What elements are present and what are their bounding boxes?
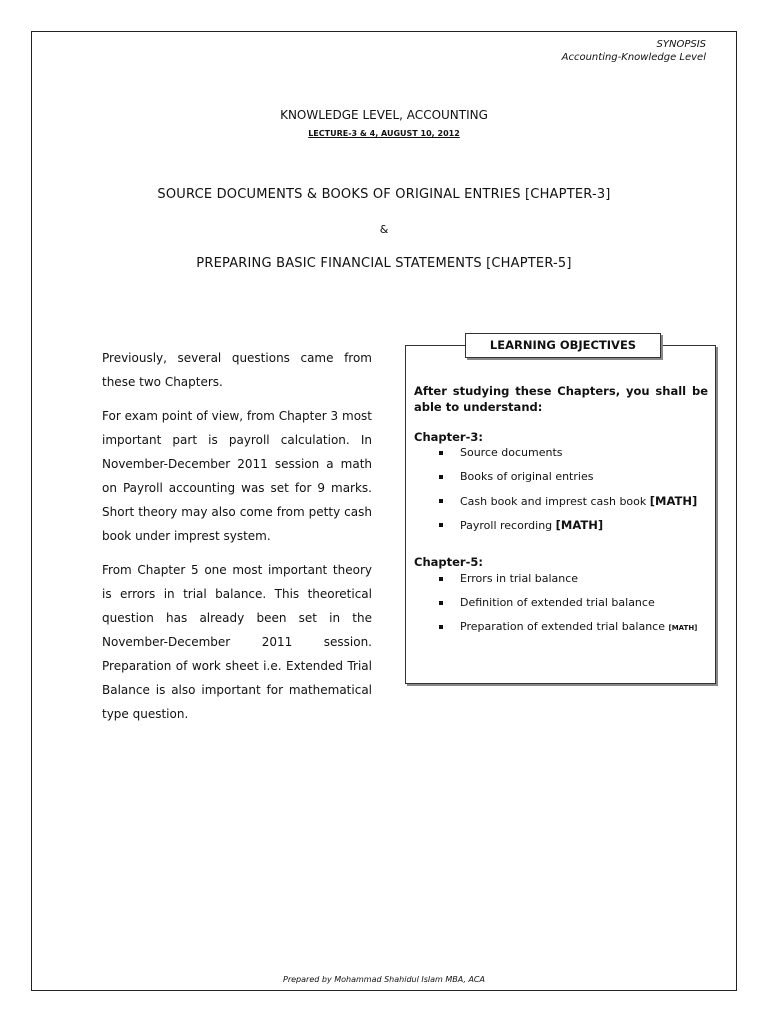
math-tag: [MATH] xyxy=(668,624,698,632)
list-item: Cash book and imprest cash book [MATH] xyxy=(436,493,697,517)
chapter3-heading: SOURCE DOCUMENTS & BOOKS OF ORIGINAL ENTRIES [CHAPTER-3] xyxy=(157,187,611,202)
intro-text xyxy=(102,346,372,736)
lecture-date: LECTURE-3 & 4, AUGUST 10, 2012 xyxy=(308,129,460,138)
running-header xyxy=(562,38,706,64)
synopsis-label: SYNOPSIS xyxy=(656,39,706,50)
list-item: Payroll recording [MATH] xyxy=(436,517,697,541)
heading-ampersand: & xyxy=(379,223,389,236)
list-item: Definition of extended trial balance xyxy=(436,595,697,619)
chapter3-objectives-list xyxy=(436,445,697,541)
chapter5-objectives-list xyxy=(436,571,697,643)
footer-credit: Prepared by Mohammad Shahidul Islam MBA, ACA xyxy=(283,975,485,984)
chapter5-heading: PREPARING BASIC FINANCIAL STATEMENTS [CHAPTER-5] xyxy=(196,256,572,271)
chapter5-label: Chapter-5: xyxy=(414,555,483,569)
learning-objectives-title: LEARNING OBJECTIVES xyxy=(465,333,661,358)
math-tag: [MATH] xyxy=(555,518,604,532)
intro-paragraph-3: From Chapter 5 one most important theory is errors in trial balance. This theoretical question has already been set in the November-December 2011 session. Preparation of work sheet i.e. Extended Trial Balance is also important for mathematical type question. xyxy=(102,563,372,721)
list-item: Preparation of extended trial balance [MATH] xyxy=(436,619,697,643)
chapter3-label: Chapter-3: xyxy=(414,430,483,444)
learning-objectives-box xyxy=(405,338,716,684)
learning-objectives-intro: After studying these Chapters, you shall be able to understand: xyxy=(414,384,708,414)
list-item: Source documents xyxy=(436,445,697,469)
intro-paragraph-2: For exam point of view, from Chapter 3 most important part is payroll calculation. In November-December 2011 session a math on Payroll accounting was set for 9 marks. Short theory may also come from petty cash book under imprest system. xyxy=(102,409,372,543)
level-label: Accounting-Knowledge Level xyxy=(561,52,706,63)
intro-paragraph-1: Previously, several questions came from these two Chapters. xyxy=(102,351,372,389)
math-tag: [MATH] xyxy=(649,494,698,508)
list-item: Errors in trial balance xyxy=(436,571,697,595)
page-title: KNOWLEDGE LEVEL, ACCOUNTING xyxy=(280,108,488,122)
list-item: Books of original entries xyxy=(436,469,697,493)
